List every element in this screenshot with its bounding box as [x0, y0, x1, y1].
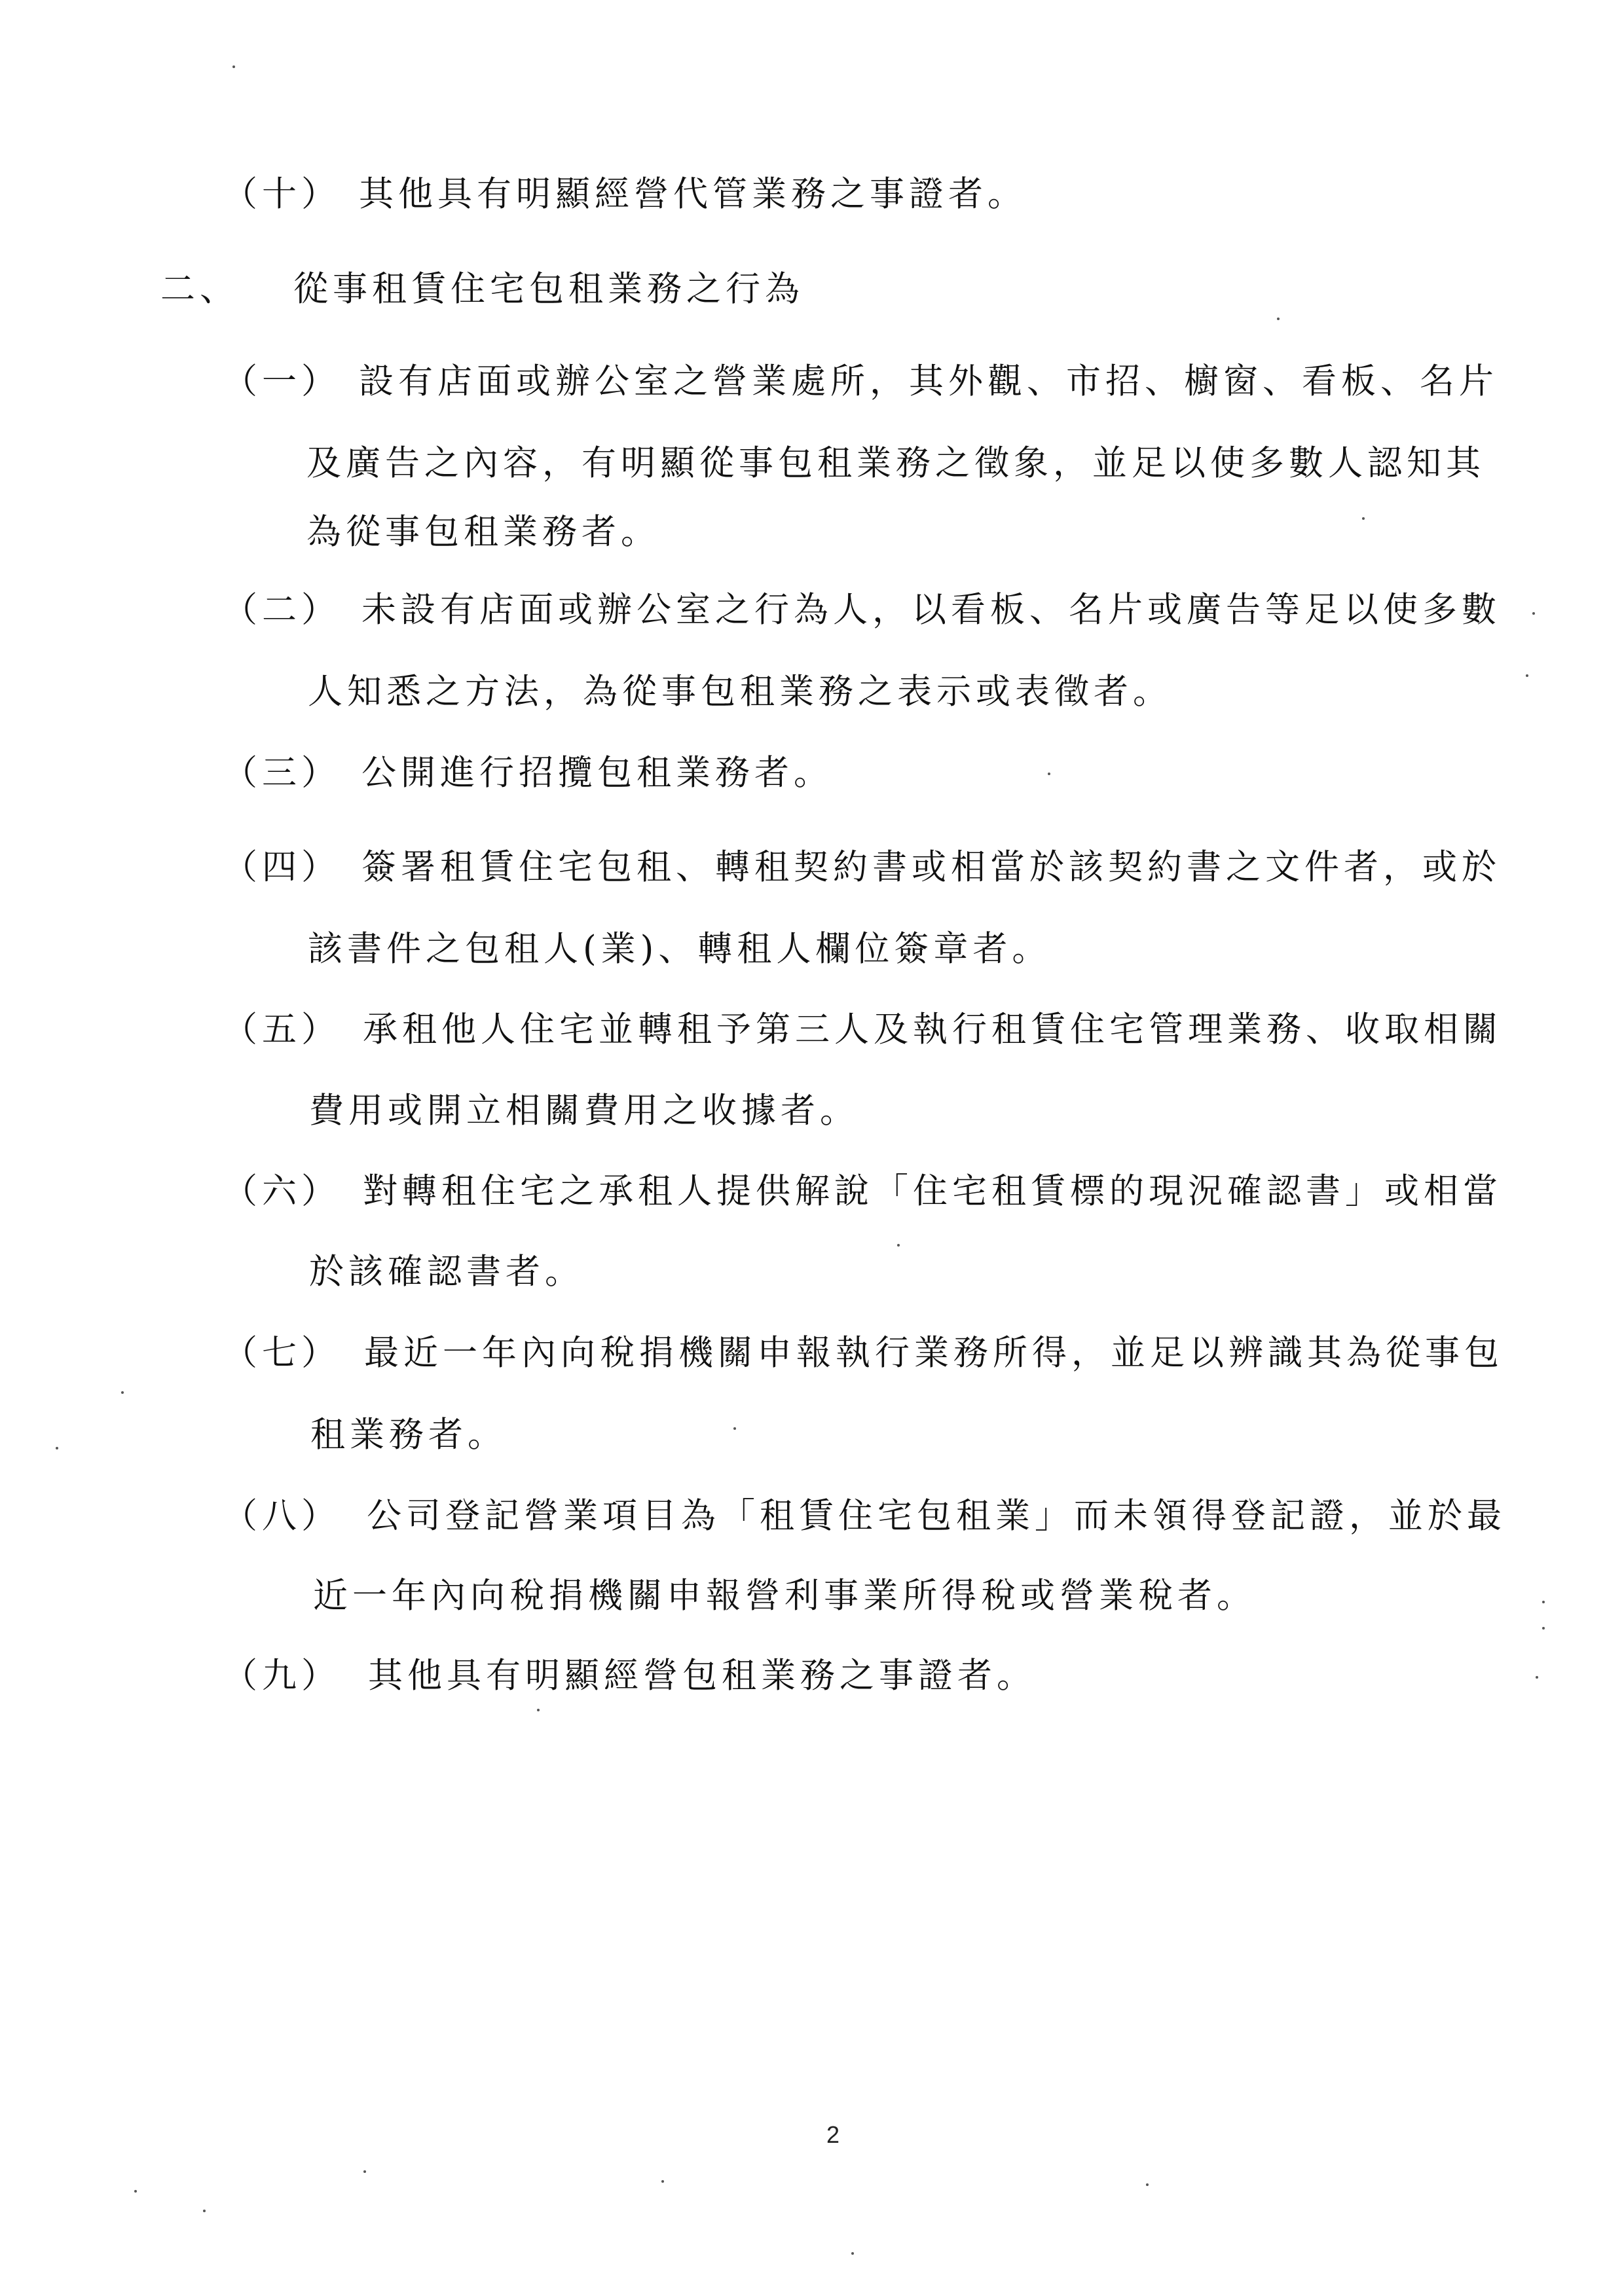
item-2-text-2: 人知悉之方法，為從事包租業務之表示或表徵者。 [308, 672, 1172, 712]
scan-speck [1532, 612, 1535, 615]
scan-speck [1542, 1627, 1545, 1630]
item-6-text-2: 於該確認書者。 [309, 1252, 584, 1292]
item-6-text-1: 對轉租住宅之承租人提供解說「住宅租賃標的現況確認書」或相當 [363, 1171, 1502, 1211]
item-7-marker: （七） [223, 1333, 341, 1373]
scan-speck [537, 1709, 540, 1711]
scan-speck [897, 1244, 900, 1247]
item-1-text-1: 設有店面或辦公室之營業處所，其外觀、市招、櫥窗、看板、名片 [359, 361, 1498, 401]
item-7-text-2: 租業務者。 [310, 1415, 507, 1455]
item-5-marker: （五） [223, 1010, 341, 1049]
item-1-marker: （一） [223, 361, 341, 401]
item-4-text-1: 簽署租賃住宅包租、轉租契約書或相當於該契約書之文件者，或於 [361, 847, 1501, 887]
scan-speck [1146, 2183, 1149, 2186]
item-3-marker: （三） [223, 753, 341, 793]
scan-speck [203, 2210, 206, 2212]
item-6-marker: （六） [223, 1171, 341, 1211]
item-4-marker: （四） [223, 847, 341, 887]
scan-speck [733, 1427, 736, 1430]
item-10-marker: （十） [223, 174, 341, 214]
scan-speck [1277, 318, 1280, 320]
item-10-text: 其他具有明顯經營代管業務之事證者。 [359, 174, 1027, 214]
item-2-marker: （二） [223, 590, 341, 630]
item-1-text-3: 為從事包租業務者。 [306, 512, 660, 552]
scan-speck [851, 2252, 854, 2255]
scan-speck [1526, 674, 1528, 677]
item-8-text-1: 公司登記營業項目為「租賃住宅包租業」而未領得登記證，並於最 [367, 1496, 1506, 1536]
item-7-text-1: 最近一年內向稅捐機關申報執行業務所得，並足以辨識其為從事包 [364, 1333, 1504, 1373]
item-4-text-2: 該書件之包租人(業)、轉租人欄位簽章者。 [308, 929, 1052, 969]
item-9-text-1: 其他具有明顯經營包租業務之事證者。 [368, 1656, 1036, 1696]
item-5-text-1: 承租他人住宅並轉租予第三人及執行租賃住宅管理業務、收取相關 [363, 1010, 1502, 1049]
scan-speck [1542, 1601, 1545, 1603]
scan-speck [56, 1447, 58, 1449]
section-2-heading: 從事租賃住宅包租業務之行為 [293, 269, 804, 309]
item-2-text-1: 未設有店面或辦公室之行為人，以看板、名片或廣告等足以使多數 [361, 590, 1501, 630]
scan-speck [363, 2170, 366, 2173]
item-8-marker: （八） [223, 1496, 341, 1536]
item-3-text-1: 公開進行招攬包租業務者。 [361, 753, 833, 793]
item-5-text-2: 費用或開立相關費用之收據者。 [309, 1091, 859, 1131]
scan-speck [1362, 517, 1365, 520]
page-number: 2 [826, 2121, 840, 2148]
scan-speck [661, 2180, 664, 2183]
scan-speck [1536, 1676, 1538, 1679]
scan-speck [121, 1391, 124, 1394]
section-2-marker: 二、 [160, 269, 239, 309]
scan-speck [232, 65, 235, 68]
item-9-marker: （九） [223, 1656, 341, 1696]
item-8-text-2: 近一年內向稅捐機關申報營利事業所得稅或營業稅者。 [313, 1576, 1256, 1616]
scan-speck [134, 2190, 137, 2193]
item-1-text-2: 及廣告之內容，有明顯從事包租業務之徵象，並足以使多數人認知其 [306, 443, 1485, 483]
scan-speck [1048, 773, 1050, 775]
